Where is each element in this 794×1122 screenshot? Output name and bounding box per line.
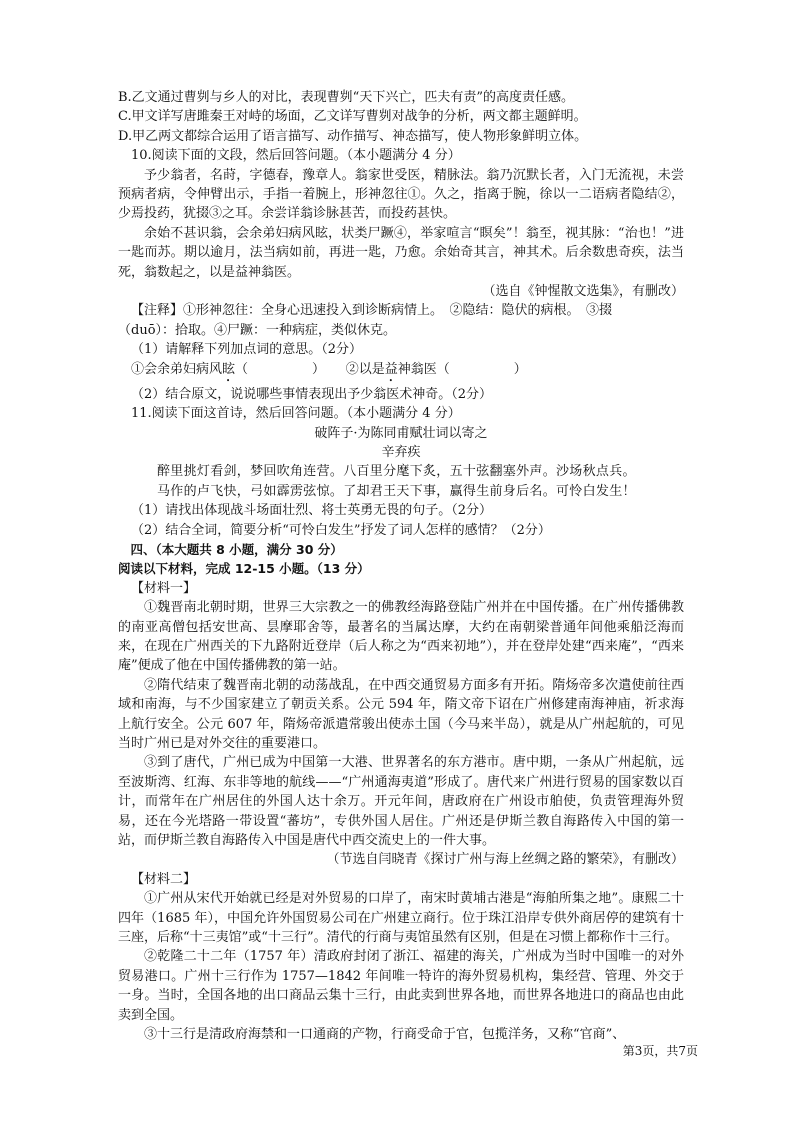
q10-sub1-b-close: ）: [513, 361, 527, 377]
q10-sub1-items: [118, 360, 684, 385]
poem-author: 辛弃疾: [381, 444, 421, 460]
section-instruction: 阅读以下材料，完成 12-15 小题。（13 分）: [118, 561, 370, 577]
q11-sub1: （1）请找出体现战斗场面壮烈、将士英勇无畏的句子。（2分）: [131, 503, 493, 519]
material1-source: （节选自闫晓青《探讨广州与海上丝绸之路的繁荣》，有删改）: [326, 852, 684, 868]
material1-p3: ③到了唐代，广州已成为中国第一大港、世界著名的东方港市。唐中期，一条从广州起航，远至波斯湾、红海、东非等地的航线——“广州通海夷道”形成了。唐代来广州进行贸易的国家数以百计，而常年在广州居住的外国人达十余万。开元年间，唐政府在广州设市舶使，负责管理海外贸易，还在今光塔路一带设置“蕃坊”，专供外国人居住。广州还是伊斯兰教自海路传入中国的第一站，而伊斯兰教自海路传入中国是唐代中西交流史上的一件大事。: [118, 755, 684, 849]
q10-sub1-b-post: 神翁医（: [397, 361, 450, 377]
material2-p3: ③十三行是清政府海禁和一口通商的产物，行商受命于官，包揽洋务，又称“官商”、: [144, 1027, 626, 1043]
q10-sub1-a-dot: 眩: [222, 361, 236, 377]
material2-p2: ②乾隆二十二年（1757 年）清政府封闭了浙江、福建的海关，广州成为当时中国唯一的对外贸易港口。广州十三行作为 1757—1842 年间唯一特许的海外贸易机构，集经营、管理、外交于一身。当时，全国各地的出口商品云集十三行，由此卖到世界各地，而世界各地进口的商品也由此卖到全国。: [118, 949, 684, 1023]
q10-sub1-a-pre: ①会余弟妇病风: [131, 361, 223, 377]
poem-line-1: 醉里挑灯看剑，梦回吹角连营。八百里分麾下炙，五十弦翻塞外声。沙场秋点兵。: [157, 464, 636, 480]
q10-sub1-a-open: （: [235, 361, 249, 377]
q11-sub2: （2）结合全词，简要分析“可怜白发生”抒发了词人怎样的感情？（2分）: [131, 522, 551, 538]
material1-p2: ②隋代结束了魏晋南北朝的动荡战乱，在中西交通贸易方面多有开拓。隋炀帝多次遣使前往西域和南海，与不少国家建立了朝贡关系。公元 594 年，隋文帝下诏在广州修建南海神庙，祈求海上航行安全。公元 607 年，隋炀帝派遣常骏出使赤土国（今马来半岛），就是从广州起航的，可见当时广州已是对外交往的重要港口。: [118, 677, 684, 751]
poem-title: 破阵子·为陈同甫赋壮词以寄之: [314, 425, 488, 441]
q10-sub1-b-pre: ②以是: [345, 361, 385, 377]
q10-stem: 10.阅读下面的文段，然后回答问题。（本小题满分 4 分）: [131, 148, 461, 164]
q10-para2: 余始不甚识翁，会余弟妇病风眩，状类尸蹶④，举家喧言“瞑矣”！翁至，视其脉：“治也！”进一匙而苏。期以逾月，法当病如前，再进一匙，乃愈。余始奇其言，神其术。后余数患奇疾，法当死，翁数起之，以是益神翁医。: [118, 225, 684, 280]
q10-note-1: 【注释】①形神忽往：全身心迅速投入到诊断病情上。 ②隐结：隐伏的病根。 ③掇: [131, 303, 613, 319]
q10-note-2: （duō）：拾取。④尸蹶：一种病症，类似休克。: [118, 322, 397, 338]
q10-sub1-a-close: ）: [312, 361, 326, 377]
option-d: D.甲乙两文都综合运用了语言描写、动作描写、神态描写，使人物形象鲜明立体。: [118, 128, 588, 144]
q10-para1: 予少翁者，名莳，字德春，豫章人。翁家世受医，精脉法。翁乃沉默长者，入门无流视，未尝预病者病，令伸臂出示，手指一着腕上，形神忽往①。久之，指离于腕，徐以一二语病者隐结②，少焉投药，犹掇③之耳。余尝详翁诊脉甚苦，而投药甚快。: [118, 167, 684, 222]
material1-label: 【材料一】: [131, 580, 197, 596]
q10-source: （选自《钟惺散文选集》，有删改）: [482, 284, 684, 300]
q10-sub1-b-dot: 益: [384, 361, 398, 377]
q10-sub2: （2）结合原文，说说哪些事情表现出予少翁医术神奇。（2分）: [131, 386, 493, 402]
q11-stem: 11.阅读下面这首诗，然后回答问题。（本小题满分 4 分）: [131, 406, 461, 422]
option-c: C.甲文详写唐雎秦王对峙的场面，乙文详写曹刿对战争的分析，两文都主题鲜明。: [118, 109, 587, 125]
material2-label: 【材料二】: [131, 871, 197, 887]
material1-p1: ①魏晋南北朝时期，世界三大宗教之一的佛教经海路登陆广州并在中国传播。在广州传播佛教的南亚高僧包括安世高、昙摩耶舍等，最著名的当属达摩，大约在南朝梁普通年间他乘船泛海而来，在现在广州西关的下九路附近登岸（后人称之为“西来初地”），并在登岸处建“西来庵”，“西来庵”便成了他在中国传播佛教的第一站。: [118, 600, 684, 674]
q10-sub1: （1）请解释下列加点词的意思。（2分）: [131, 342, 363, 358]
page-number: 第3页，共7页: [622, 1044, 698, 1058]
document-page: [118, 88, 684, 1045]
material2-p1: ①广州从宋代开始就已经是对外贸易的口岸了，南宋时黄埔古港是“海舶所集之地”。康熙二十四年（1685 年），中国允许外国贸易公司在广州建立商行。位于珠江沿岸专供外商居停的建筑有十三座，后称“十三夷馆”或“十三行”。清代的行商与夷馆虽然有区别，但是在习惯上都称作十三行。: [118, 891, 684, 946]
section-heading: 四、（本大题共 8 小题，满分 30 分）: [130, 541, 343, 557]
poem-line-2: 马作的卢飞快，弓如霹雳弦惊。了却君王天下事，赢得生前身后名。可怜白发生！: [157, 483, 636, 499]
option-b: B.乙文通过曹刿与乡人的对比，表现曹刿“天下兴亡，匹夫有责”的高度责任感。: [118, 90, 574, 105]
